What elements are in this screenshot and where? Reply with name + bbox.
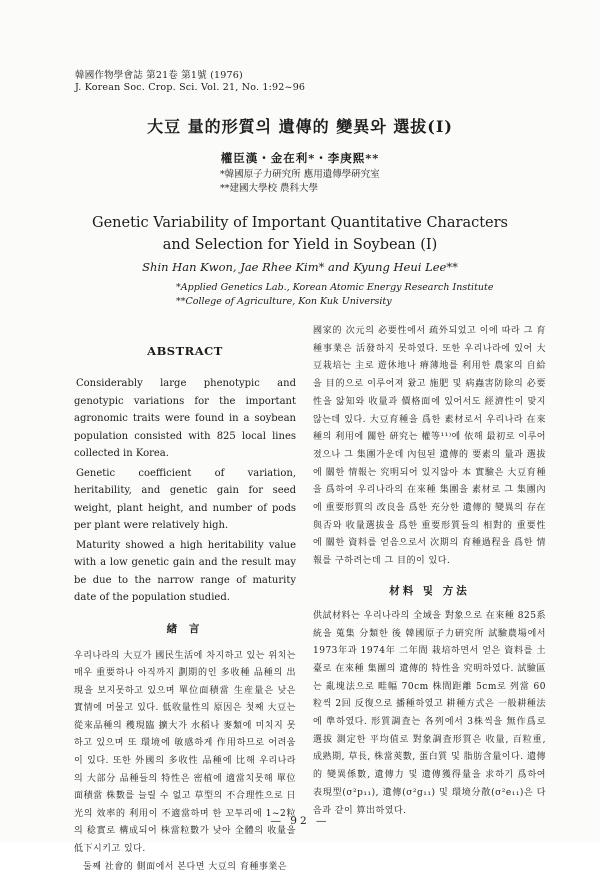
introduction-continued-paragraph: 國家的 次元의 必要性에서 疏外되었고 이에 따라 그 育種事業은 活發하지 못하였다. 또한 우리나라에 있어 大豆栽培는 主로 遊休地나 瘠薄地를 利用한 農家의 自給을 目的으로 이루어져 왔고 施肥 및 病蟲害防除의 必要性을 앓知와 收量과 價格面에 있어서도 經濟性이 맞지 않는데 있다. 大豆育種을 爲한 素材로서 우리나라 在來種의 利用에 關한 硏究는 權等¹¹⁾에 依해 最初로 이루어졌으나 그 集團가운데 內包된 遺傳的 要素의 量과 選拔에 關한 情報는 究明되어 있지않아 本 實驗은 大豆育種을 爲하여 우리나라의 在來種 集團을 素材로 그 集團內에 重要形質의 改良을 爲한 充分한 遺傳的 變異의 存在 與否와 收量選拔을 爲한 重要形質들의 相對的 重要性에 關한 資料를 얻음으로서 次期의 育種過程을 爲한 情報를 구하려는데 그 目的이 있다. [313, 326, 546, 567]
affiliation-kr-2: **建國大學校 農科大學 [220, 183, 319, 194]
affiliations-english [176, 281, 493, 309]
affiliations-korean [220, 168, 380, 196]
methods-paragraph: 供試材料는 우리나라의 全域을 對象으로 在來種 825系統을 蒐集 分類한 後 韓國原子力硏究所 試驗農場에서 1973年과 1974年 二年間 栽培하면서 얻은 資料를 土臺로 在來種 集團의 遺傳的 特性을 究明하였다. 試驗區는 亂塊法으로 畦幅 70cm 株間距離 5cm로 列當 60粒씩 2回 反復으로 播種하였고 耕種方式은 一般耕種法에 準하였다. 形質調査는 各列에서 3株씩을 無作爲로 選拔 測定한 平均值로 對象調査形質은 收量, 百粒重, 成熟期, 草長, 株當莢數, 蛋白質 및 脂肪含量이다. 遺傳的 變異係數, 遺傳力 및 遺傳獲得量을 求하기 爲하여 表現型(σ²p₁₁), 遺傳(σ²g₁₁) 및 環境分散(σ²e₁₁)은 다음과 같이 算出하였다. [313, 610, 546, 816]
journal-citation-kr: 韓國作物學會誌 第21卷 第1號 (1976) [75, 70, 243, 81]
methods-heading: 材料 및 方法 [389, 584, 470, 597]
authors-english: Shin Han Kwon, Jae Rhee Kim* and Kyung Heui Lee** [142, 260, 458, 274]
introduction-heading: 緖 言 [166, 622, 204, 635]
affiliation-en-2: **College of Agriculture, Kon Kuk University [176, 296, 392, 307]
affiliation-kr-1: *韓國原子力硏究所 應用遺傳學硏究室 [220, 169, 380, 180]
title-english-line-2: and Selection for Yield in Soybean (Ⅰ) [162, 237, 438, 253]
introduction-paragraph-1: 우리나라의 大豆가 國民生活에 차지하고 있는 위치는 매우 重要하나 아직까지 劃期的인 多收種 品種의 出現을 보지못하고 있으며 單位面積當 生産量은 낮은 實情에 머물고 있다. 低收量性의 原因은 첫째 大豆는 從來品種의 穫現臨 擴大가 水稻나 麥類에 미치지 못하고 있으며 또 環境에 敏感하게 作用하므로 어려움이 있다. 또한 外國의 多收性 品種에 比해 우리나라의 大部分 品種들의 特性은 密植에 適當치못해 單位面積當 株數를 늘릴 수 없고 草型의 不合理性으로 日光의 效率的 利用이 不適當하며 한 꼬투리에 1~2粒의 稔實로 構成되어 株當粒數가 낮아 全體의 收量을 低下시키고 있다. [74, 650, 296, 855]
introduction-paragraph-2: 둘째 社會的 側面에서 본다면 大豆의 育種事業은 [83, 861, 288, 872]
journal-citation-en: J. Korean Soc. Crop. Sci. Vol. 21, No. 1:92~96 [75, 82, 306, 93]
title-english-line-1: Genetic Variability of Important Quantitative Characters [91, 215, 509, 231]
abstract-heading: ABSTRACT [147, 344, 223, 358]
affiliation-en-1: *Applied Genetics Lab., Korean Atomic Energy Research Institute [176, 282, 494, 293]
abstract-paragraph-1: Considerably large phenotypic and genotypic variations for the important agronomic traits were found in a soybean population consisted with 825 local lines collected in Korea. [74, 378, 296, 459]
abstract-paragraph-2: Genetic coefficient of variation, heritability, and genetic gain for seed weight, plant height, and number of pods per plant were relatively high. [74, 467, 296, 531]
left-column [74, 340, 296, 876]
page-number: — 92 — [270, 815, 330, 827]
title-korean: 大豆 量的形質의 遺傳的 變異와 選拔(Ⅰ) [147, 117, 453, 136]
abstract-paragraph-3: Maturity showed a high heritability value with a low genetic gain and the result may be due to the narrow range of maturity date of the population studied. [74, 539, 296, 603]
journal-header [75, 70, 305, 94]
right-column [313, 323, 546, 820]
authors-korean: 權臣漢・金在利*・李庚熙** [220, 151, 380, 165]
title-english [0, 212, 600, 256]
